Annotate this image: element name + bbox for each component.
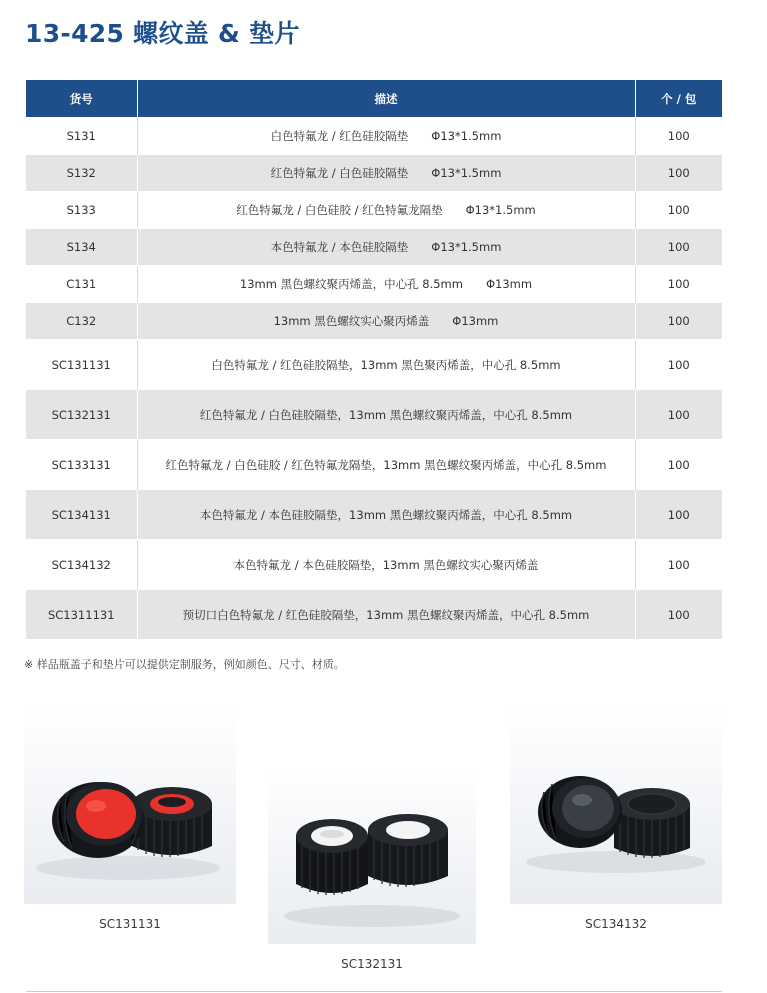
cell-description: 红色特氟龙 / 白色硅胶隔垫 Φ13*1.5mm xyxy=(137,155,635,192)
table-row xyxy=(26,266,722,303)
cap-back xyxy=(368,814,448,887)
cell-quantity: 100 xyxy=(635,192,722,229)
cell-code: SC134131 xyxy=(26,490,137,540)
cell-code: S133 xyxy=(26,192,137,229)
cell-quantity: 100 xyxy=(635,118,722,155)
cell-description: 13mm 黑色螺纹聚丙烯盖，中心孔 8.5mm Φ13mm xyxy=(137,266,635,303)
table-row xyxy=(26,490,722,540)
cell-description: 红色特氟龙 / 白色硅胶 / 红色特氟龙隔垫，13mm 黑色螺纹聚丙烯盖，中心孔 8.5mm xyxy=(137,440,635,490)
cell-code: SC1311131 xyxy=(26,590,137,640)
table-row xyxy=(26,155,722,192)
customization-note: ※ 样品瓶盖子和垫片可以提供定制服务，例如颜色、尺寸、材质。 xyxy=(24,658,345,671)
cell-quantity: 100 xyxy=(635,440,722,490)
table-row xyxy=(26,440,722,490)
page-divider xyxy=(26,991,722,992)
page-title: 13-425 螺纹盖 & 垫片 xyxy=(25,19,300,48)
header-quantity: 个 / 包 xyxy=(635,80,722,118)
cell-description: 本色特氟龙 / 本色硅胶隔垫 Φ13*1.5mm xyxy=(137,229,635,266)
photo-caption-1: SC131131 xyxy=(99,917,161,931)
cell-code: SC132131 xyxy=(26,390,137,440)
cell-code: S131 xyxy=(26,118,137,155)
product-table xyxy=(26,80,722,639)
table-row xyxy=(26,303,722,340)
product-photo-sc131131 xyxy=(24,708,236,904)
cell-quantity: 100 xyxy=(635,303,722,340)
cell-description: 白色特氟龙 / 红色硅胶隔垫，13mm 黑色聚丙烯盖，中心孔 8.5mm xyxy=(137,340,635,390)
cap-front xyxy=(538,776,622,848)
cell-code: SC131131 xyxy=(26,340,137,390)
cell-description: 红色特氟龙 / 白色硅胶 / 红色特氟龙隔垫 Φ13*1.5mm xyxy=(137,192,635,229)
photo-caption-3: SC134132 xyxy=(585,917,647,931)
table-row xyxy=(26,540,722,590)
cell-quantity: 100 xyxy=(635,155,722,192)
table-row xyxy=(26,118,722,155)
cell-description: 本色特氟龙 / 本色硅胶隔垫，13mm 黑色螺纹实心聚丙烯盖 xyxy=(137,540,635,590)
cap-front xyxy=(52,782,144,858)
cell-description: 预切口白色特氟龙 / 红色硅胶隔垫，13mm 黑色螺纹聚丙烯盖，中心孔 8.5mm xyxy=(137,590,635,640)
cell-description: 红色特氟龙 / 白色硅胶隔垫，13mm 黑色螺纹聚丙烯盖，中心孔 8.5mm xyxy=(137,390,635,440)
cell-quantity: 100 xyxy=(635,229,722,266)
table-row xyxy=(26,192,722,229)
cell-code: S132 xyxy=(26,155,137,192)
table-row xyxy=(26,229,722,266)
cell-quantity: 100 xyxy=(635,390,722,440)
cell-description: 本色特氟龙 / 本色硅胶隔垫，13mm 黑色螺纹聚丙烯盖，中心孔 8.5mm xyxy=(137,490,635,540)
cell-code: SC134132 xyxy=(26,540,137,590)
cell-quantity: 100 xyxy=(635,266,722,303)
header-code: 货号 xyxy=(26,80,137,118)
cell-code: SC133131 xyxy=(26,440,137,490)
table-row xyxy=(26,590,722,640)
cap-back xyxy=(132,787,212,857)
cell-code: C132 xyxy=(26,303,137,340)
photo-caption-2: SC132131 xyxy=(341,957,403,971)
cell-quantity: 100 xyxy=(635,340,722,390)
cap-front xyxy=(296,819,368,895)
product-photo-sc134132 xyxy=(510,708,722,904)
cell-code: S134 xyxy=(26,229,137,266)
cell-quantity: 100 xyxy=(635,540,722,590)
header-description: 描述 xyxy=(137,80,635,118)
cell-description: 13mm 黑色螺纹实心聚丙烯盖 Φ13mm xyxy=(137,303,635,340)
cell-description: 白色特氟龙 / 红色硅胶隔垫 Φ13*1.5mm xyxy=(137,118,635,155)
table-header-row xyxy=(26,80,722,118)
cap-back xyxy=(614,788,690,858)
table-row xyxy=(26,340,722,390)
cell-quantity: 100 xyxy=(635,490,722,540)
product-photo-sc132131 xyxy=(268,766,476,944)
cell-quantity: 100 xyxy=(635,590,722,640)
cell-code: C131 xyxy=(26,266,137,303)
table-row xyxy=(26,390,722,440)
